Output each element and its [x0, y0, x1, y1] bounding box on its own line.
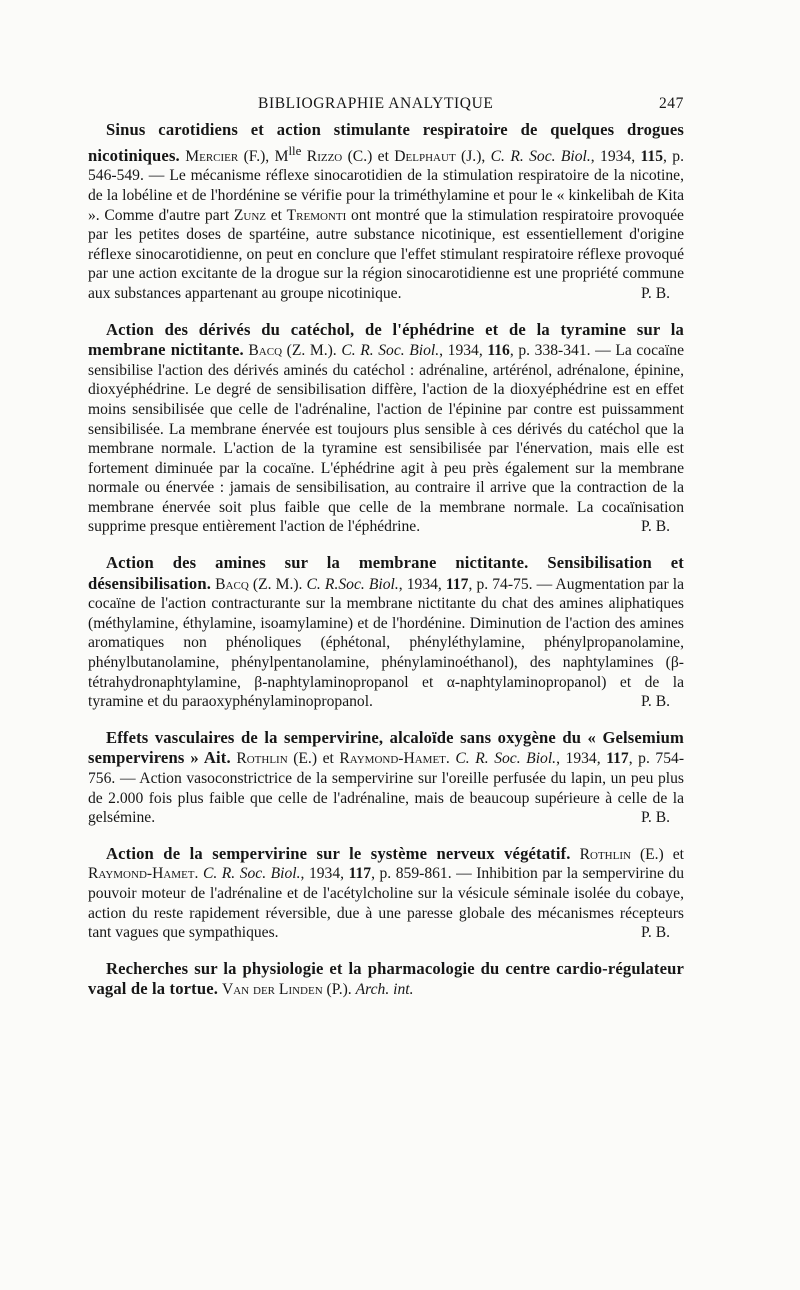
- entry-year: , 1934,: [556, 750, 607, 768]
- entry-text: et: [266, 206, 287, 224]
- entry-text: — Augmentation par la cocaïne de l'action contracturante sur la membrane nictitante du chat des amines aliphatiques (méthylamine, éthylamine, isoamylamine) et de l'hordénine. Diminution de l'action des amines aromatiques non phénoliques (éphétonal, phényléthylamine, phénylpropanolamine, phénylbutanolamine, phénylpentanolamine, phénylaminoéthanol), des naphtylamines (β-tétrahydronaphtylamine, β-naphtylaminopropanol et α-naphtylaminopropanol) et de la tyramine et du paraoxyphénylaminopropanol.: [88, 575, 684, 711]
- entry-pages: , p. 859-861.: [371, 865, 457, 883]
- entry-journal: Arch. int.: [355, 981, 414, 999]
- entry-title: Action de la sempervirine sur le système nerveux végétatif.: [106, 843, 571, 863]
- entry-author-initials: (E.) et: [287, 750, 340, 768]
- entry-author: Mercier: [185, 147, 239, 165]
- entry-author-initials: (C.) et: [342, 147, 395, 165]
- bibliography-entry: [88, 320, 684, 538]
- bibliography-entry: [88, 959, 684, 1000]
- entry-text: ont montré que la stimulation respiratoire provoquée par les petites doses de spartéine, autre substance nicotinique, est essentiellement d'origine réflexe sinocarotidienne, on peut en conclure que l'effet stimulant respiratoire réflexe provoqué par une action excitante de la drogue sur la région sinocarotidienne est une propriété commune aux substances appartenant au groupe nicotinique.: [88, 206, 684, 302]
- cited-author: Tremonti: [286, 206, 347, 224]
- entry-author-title: M: [274, 147, 289, 165]
- bibliography-entry: [88, 553, 684, 712]
- entry-author: Bacq: [215, 575, 249, 593]
- entry-signature: P. B.: [640, 693, 670, 711]
- entry-author-initials: (Z. M.).: [248, 575, 307, 593]
- entry-signature: P. B.: [640, 518, 670, 536]
- entry-author: Bacq: [248, 342, 283, 360]
- entry-author-initials: (P.).: [322, 981, 356, 999]
- entry-text: — Inhibition par la sempervirine du pouvoir moteur de l'adrénaline et de l'acétylcholine sur la vésicule séminale isolée du cobaye, action du reste rapidement réversible, due à une paresse globale des mécanismes récepteurs tant vagues que sympathiques.: [88, 865, 684, 942]
- entry-volume: 117: [606, 750, 629, 768]
- entry-signature: P. B.: [640, 809, 670, 827]
- entry-signature: P. B.: [640, 284, 670, 302]
- page-number: 247: [658, 95, 684, 112]
- article-body: [88, 120, 684, 1016]
- entry-pages: , p. 338-341.: [509, 342, 596, 360]
- header-title: BIBLIOGRAPHIE ANALYTIQUE: [258, 95, 494, 112]
- bibliography-entry: [88, 728, 684, 828]
- entry-author-initials: .: [194, 865, 203, 883]
- entry-author: Rothlin: [579, 845, 631, 863]
- entry-author: Van der Linden: [221, 981, 323, 999]
- entry-journal: C. R. Soc. Biol.: [455, 750, 557, 768]
- entry-volume: 116: [487, 342, 510, 360]
- entry-title: Action des amines sur la membrane nictitante. Sensibilisation et désensibilisation.: [88, 553, 684, 593]
- entry-year: , 1934,: [300, 865, 349, 883]
- entry-journal: C. R. Soc. Biol.: [341, 342, 440, 360]
- entry-author-title-sup: lle: [288, 142, 302, 158]
- entry-author: Raymond-Hamet: [339, 750, 446, 768]
- entry-author-initials: .: [445, 750, 456, 768]
- entry-title: Recherches sur la physiologie et la pharmacologie du centre cardio-régulateur vagal de la tortue.: [88, 958, 684, 999]
- entry-year: , 1934,: [439, 342, 488, 360]
- entry-text: — La cocaïne sensibilise l'action des dérivés aminés du catéchol : adrénaline, artérénol, adrénalone, épinine, dioxyéphédrine. Le degré de sensibilisation diffère, l'action de la dioxyéphédrine est en effet moins sensibilisée que celle de l'adrénaline, l'action de l'épinine par contre est puissamment sensibilisée. La membrane énervée est toujours plus sensible à ces dérivés du catéchol que la membrane normale. L'action de la tyramine est sensibilisée par l'énervation, mais elle est fortement diminuée par la cocaïne. L'éphédrine agit à peu près également sur la membrane normale ou énervée : jamais de sensibilisation, au contraire il arrive que la contraction de la membrane énervée soit plus faible que celle de la membrane normale. La cocaïnisation supprime presque entièrement l'action de l'éphédrine.: [88, 342, 684, 536]
- bibliography-entry: [88, 844, 684, 943]
- entry-volume: 115: [640, 147, 664, 165]
- entry-author: Raymond-Hamet: [88, 865, 195, 883]
- entry-title: Action des dérivés du catéchol, de l'éphédrine et de la tyramine sur la membrane nictitante.: [88, 319, 684, 360]
- entry-text: — Le mécanisme réflexe sinocarotidien de la stimulation respiratoire de la nicotine, de la lobéline et de l'hordénine se vérifie pour la triméthylamine et pour le « kinkelibah de Kita ». Comme d'autre part: [88, 167, 684, 224]
- entry-author-initials: (F.),: [238, 147, 275, 165]
- entry-year: , 1934,: [590, 147, 641, 165]
- entry-author-initials: (Z. M.).: [282, 342, 342, 360]
- entry-pages: , p. 74-75.: [468, 575, 537, 593]
- entry-volume: 117: [445, 575, 469, 593]
- entry-text: — Action vasoconstrictrice de la sempervirine sur l'oreille perfusée du lapin, un peu plus de 2.000 fois plus faible que celle de l'adrénaline, mais de beaucoup supérieure à celle de la gelsémine.: [88, 770, 685, 827]
- bibliography-entry: [88, 120, 684, 304]
- entry-author-initials: (J.),: [455, 147, 491, 165]
- entry-author-initials: (E.) et: [630, 845, 685, 863]
- entry-journal: C. R. Soc. Biol.: [490, 147, 591, 165]
- entry-journal: C. R.Soc. Biol.: [306, 575, 399, 593]
- entry-author: Rizzo: [301, 147, 343, 165]
- entry-title: Sinus carotidiens et action stimulante respiratoire de quelques drogues nicotiniques.: [88, 120, 684, 165]
- entry-year: , 1934,: [398, 575, 446, 593]
- running-header: [88, 95, 684, 117]
- entry-journal: C. R. Soc. Biol.: [202, 865, 301, 883]
- cited-author: Zunz: [233, 206, 266, 224]
- entry-author: Delphaut: [394, 147, 456, 165]
- entry-title: Effets vasculaires de la sempervirine, alcaloïde sans oxygène du « Gelsemium sempervirens » Ait.: [88, 727, 684, 768]
- entry-pages: , p. 546-549.: [88, 147, 684, 185]
- entry-author: Rothlin: [236, 750, 288, 768]
- entry-pages: , p. 754-756.: [88, 750, 685, 787]
- entry-volume: 117: [348, 865, 372, 883]
- entry-signature: P. B.: [640, 924, 670, 942]
